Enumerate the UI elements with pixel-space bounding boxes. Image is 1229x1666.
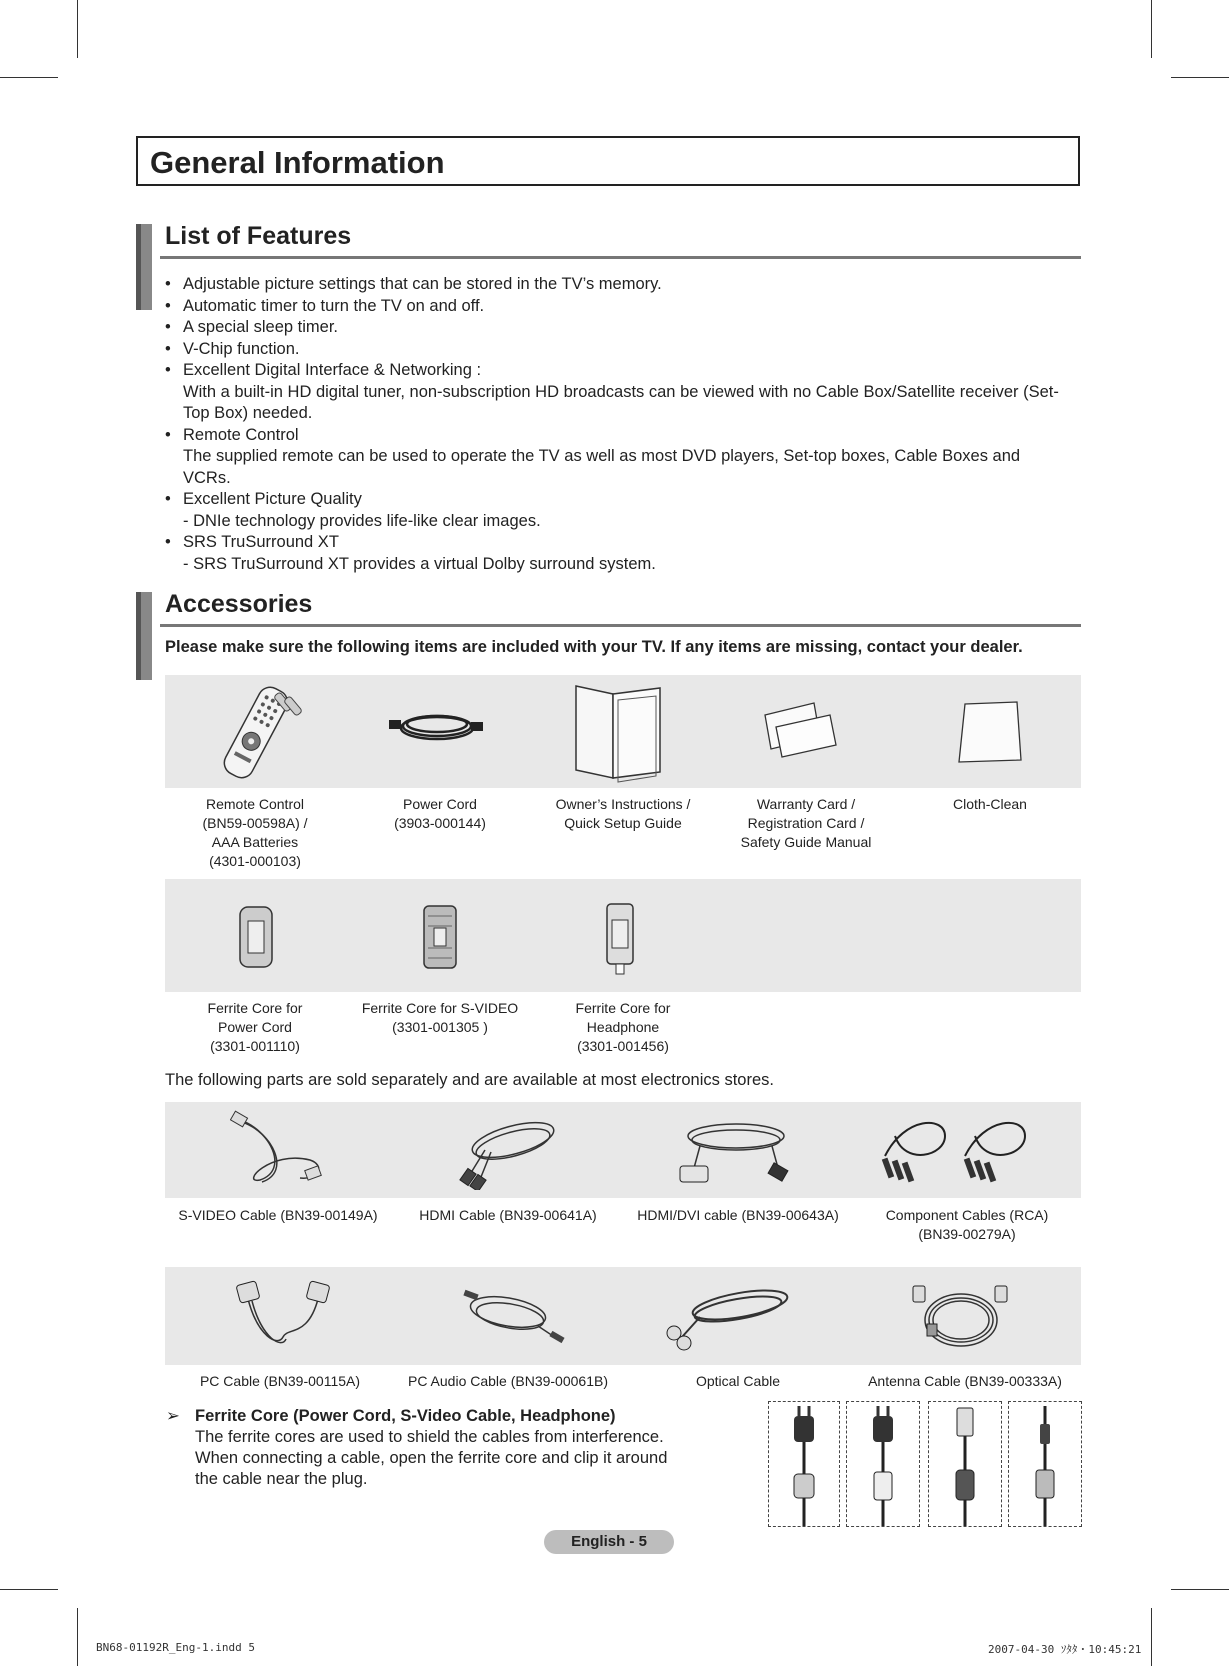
item-label <box>180 999 330 1056</box>
ferrite-illustration <box>846 1401 920 1527</box>
feature-detail: - DNIe technology provides life-like clear images. <box>183 511 541 530</box>
remote-control-image <box>205 682 315 782</box>
ferrite-core-svideo-image <box>420 902 460 972</box>
page-title-box <box>136 136 1080 186</box>
section-bar <box>136 592 152 680</box>
page-number-badge: English - 5 <box>544 1530 674 1554</box>
item-label <box>543 795 703 833</box>
arrow-icon: ➢ <box>166 1407 180 1425</box>
label-line: HDMI/DVI cable (BN39-00643A) <box>637 1207 839 1223</box>
power-plug-ferrite-icon <box>769 1402 839 1526</box>
ferrite-illustration <box>1008 1401 1082 1527</box>
accessories-heading: Accessories <box>165 590 313 618</box>
ferrite-core-headphone-image <box>602 902 638 976</box>
headphone-plug-ferrite-icon <box>1009 1402 1081 1526</box>
label-line: Ferrite Core for S-VIDEO <box>361 1000 519 1016</box>
feature-item <box>165 532 1070 575</box>
cloth-clean-image <box>955 698 1025 768</box>
feature-text: Automatic timer to turn the TV on and off. <box>183 296 485 315</box>
item-label <box>350 999 530 1037</box>
crop-mark <box>1171 1589 1229 1590</box>
section-rule <box>160 624 1081 627</box>
feature-text: Excellent Digital Interface & Networking : <box>183 361 482 379</box>
crop-mark <box>77 0 78 58</box>
pc-audio-cable-image <box>458 1282 568 1352</box>
label-line: Warranty Card / <box>756 796 856 812</box>
label-line: Power Cord <box>218 1019 292 1035</box>
label-line: Registration Card / <box>747 815 865 831</box>
label-line: (BN39-00279A) <box>918 1226 1016 1242</box>
label-line: Optical Cable <box>695 1373 781 1389</box>
crop-mark <box>0 77 58 78</box>
item-label <box>628 1206 848 1225</box>
note-body: The ferrite cores are used to shield the cables from interference. When connecting a cable, open the ferrite core and clip it around the cable near the plug. <box>195 1428 668 1488</box>
item-label <box>658 1372 818 1391</box>
label-line: (3903-000144) <box>394 815 486 831</box>
label-line: AAA Batteries <box>211 834 299 850</box>
item-label <box>180 795 330 871</box>
feature-detail: With a built-in HD digital tuner, non-subscription HD broadcasts can be viewed with no Cable Box/Satellite receiver (Set-Top Box) needed. <box>183 382 1059 422</box>
label-line: Remote Control <box>205 796 305 812</box>
item-label <box>175 1372 385 1391</box>
label-line: (3301-001456) <box>577 1038 669 1054</box>
feature-item <box>165 425 1070 490</box>
item-label <box>168 1206 388 1225</box>
feature-item <box>165 339 1070 361</box>
print-date-info: 2007-04-30 ｿﾀﾀ・10:45:21 <box>988 1643 1142 1656</box>
crop-mark <box>1171 77 1229 78</box>
crop-mark <box>77 1608 78 1666</box>
feature-item <box>165 360 1070 425</box>
feature-item <box>165 317 1070 339</box>
section-rule <box>160 256 1081 259</box>
hdmi-dvi-cable-image <box>676 1110 796 1190</box>
label-line: Power Cord <box>403 796 477 812</box>
label-line: Ferrite Core for <box>575 1000 671 1016</box>
label-line: Ferrite Core for <box>207 1000 303 1016</box>
label-line: PC Cable (BN39-00115A) <box>199 1373 361 1389</box>
print-file-info: BN68-01192R_Eng-1.indd 5 <box>96 1641 255 1654</box>
item-label <box>726 795 886 852</box>
label-line: Safety Guide Manual <box>740 834 872 850</box>
item-label <box>860 1372 1070 1391</box>
component-cables-image <box>875 1106 1035 1186</box>
label-line: (4301-000103) <box>209 853 301 869</box>
features-list <box>165 274 1070 575</box>
power-plug-ferrite-icon <box>847 1402 919 1526</box>
feature-detail: The supplied remote can be used to operate the TV as well as most DVD players, Set-top boxes, Cable Boxes and VCRs. <box>183 447 1021 487</box>
warranty-card-image <box>760 697 840 762</box>
item-label <box>403 1206 613 1225</box>
item-label <box>548 999 698 1056</box>
feature-item <box>165 489 1070 532</box>
label-line: Quick Setup Guide <box>564 815 682 831</box>
item-label <box>862 1206 1072 1244</box>
label-line: Cloth-Clean <box>953 796 1027 812</box>
label-line: PC Audio Cable (BN39-00061B) <box>407 1373 608 1389</box>
svideo-cable-image <box>230 1110 330 1190</box>
feature-text: Remote Control <box>183 425 299 444</box>
hdmi-cable-image <box>455 1110 565 1190</box>
label-line: HDMI Cable (BN39-00641A) <box>419 1207 597 1223</box>
note-title: Ferrite Core (Power Cord, S-Video Cable, Headphone) <box>195 1407 616 1425</box>
crop-mark <box>1151 1608 1152 1666</box>
feature-text: A special sleep timer. <box>183 318 338 336</box>
label-line: S-VIDEO Cable (BN39-00149A) <box>178 1207 378 1223</box>
feature-text: SRS TruSurround XT <box>183 533 339 551</box>
svideo-plug-ferrite-icon <box>929 1402 1001 1526</box>
item-label <box>398 1372 618 1391</box>
feature-detail: - SRS TruSurround XT provides a virtual Dolby surround system. <box>183 554 656 573</box>
feature-text: Excellent Picture Quality <box>183 490 362 508</box>
crop-mark <box>1151 0 1152 58</box>
item-label <box>365 795 515 833</box>
ferrite-note <box>166 1406 686 1490</box>
feature-item <box>165 296 1070 318</box>
label-line: Owner’s Instructions / <box>555 796 691 812</box>
owners-instructions-image <box>568 680 668 785</box>
label-line: (BN59-00598A) / <box>202 815 308 831</box>
optical-cable-image <box>660 1277 800 1357</box>
ferrite-illustration <box>768 1401 840 1527</box>
antenna-cable-image <box>905 1280 1015 1355</box>
feature-item <box>165 274 1070 296</box>
feature-text: Adjustable picture settings that can be stored in the TV’s memory. <box>183 275 662 293</box>
crop-mark <box>0 1589 58 1590</box>
features-heading: List of Features <box>165 222 352 250</box>
label-line: (3301-001305 ) <box>392 1019 488 1035</box>
pc-cable-image <box>228 1277 338 1357</box>
label-line: Headphone <box>586 1019 660 1035</box>
ferrite-illustration <box>928 1401 1002 1527</box>
label-line: (3301-001110) <box>210 1038 300 1054</box>
accessories-notice: Please make sure the following items are included with your TV. If any items are missing, contact your dealer. <box>165 638 1023 656</box>
label-line: Antenna Cable (BN39-00333A) <box>868 1373 1062 1389</box>
section-bar <box>136 224 152 310</box>
power-cord-image <box>385 700 485 750</box>
feature-text: V-Chip function. <box>183 339 300 358</box>
item-label <box>920 795 1060 814</box>
ferrite-core-power-image <box>236 904 276 970</box>
sold-separately-text: The following parts are sold separately and are available at most electronics stores. <box>165 1071 774 1089</box>
label-line: Component Cables (RCA) <box>885 1207 1049 1223</box>
page-title: General Information <box>150 145 445 180</box>
